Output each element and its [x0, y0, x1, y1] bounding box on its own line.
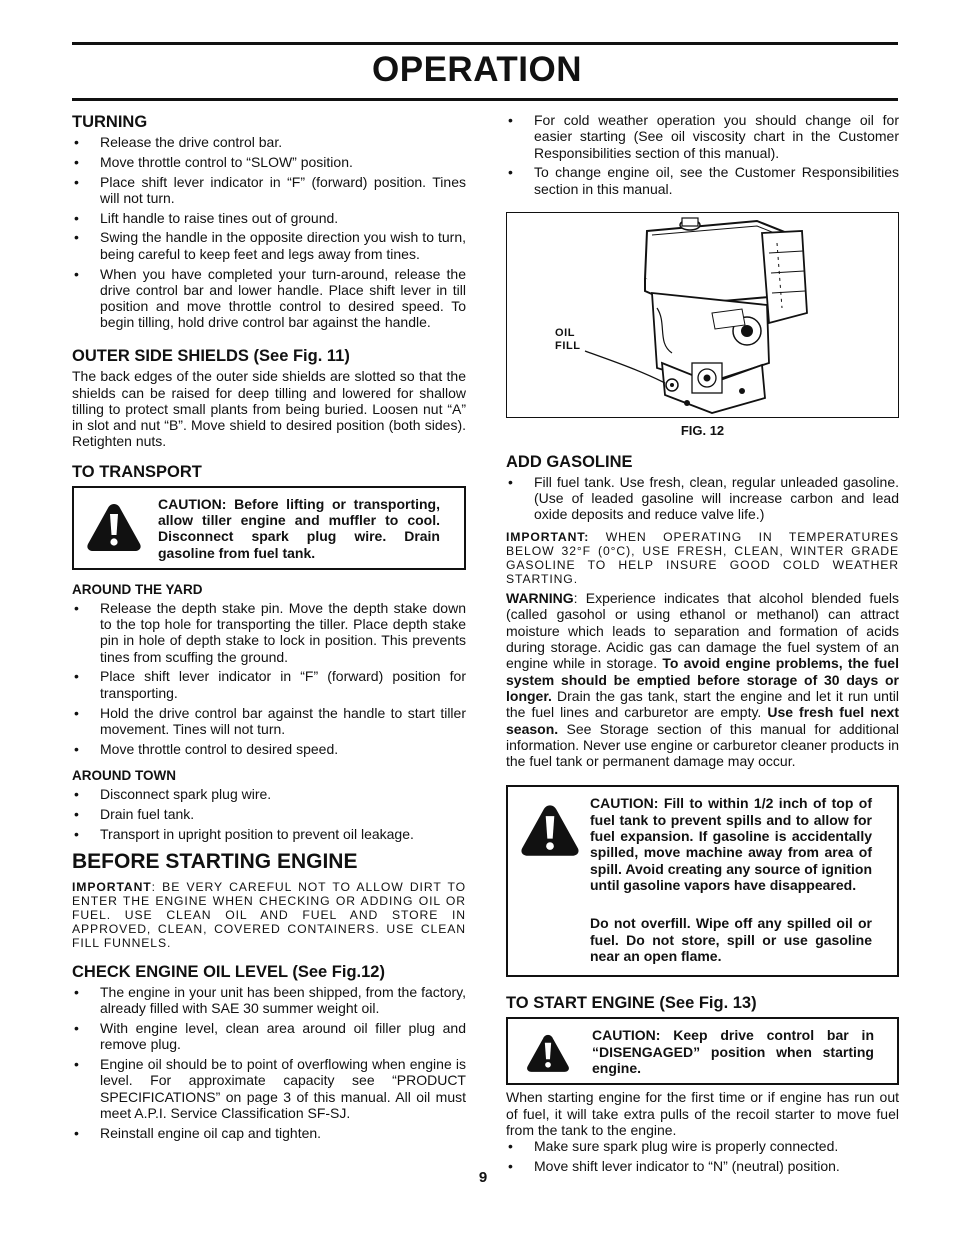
- warning-label: WARNING: [506, 590, 574, 607]
- important-body: : BE VERY CAREFUL NOT TO ALLOW DIRT TO ENTER THE ENGINE WHEN CHECKING OR ADDING OIL OR FUEL. USE CLEAN OIL AND FUEL AND STORE IN APPROVED, CLEAN, COVERED CONTAINERS. USE CLEAN FILL FUNNELS.: [72, 879, 466, 950]
- list-item: • Move throttle control to “SLOW” position.: [72, 154, 466, 170]
- page-number: 9: [478, 1169, 488, 1186]
- list-item: • When you have completed your turn-around, release the drive control bar and lower handle. Place shift lever in till position and move throttle control to desired speed. To begin tilling, hold drive control bar against the handle.: [72, 266, 466, 331]
- start-caution-box: [506, 1017, 899, 1085]
- list-item: • The engine in your unit has been shipped, from the factory, already filled with SAE 30 summer weight oil.: [72, 984, 466, 1017]
- town-list: [72, 786, 466, 842]
- oil-list: [72, 984, 466, 1141]
- transport-caution-box: [72, 486, 466, 570]
- list-item: • For cold weather operation you should change oil for easier starting (See oil viscosity chart in the Customer Responsibilities section of this manual).: [506, 112, 899, 161]
- list-item: • With engine level, clean area around oil filler plug and remove plug.: [72, 1020, 466, 1053]
- shields-heading: OUTER SIDE SHIELDS (See Fig. 11): [72, 347, 350, 366]
- important-label: IMPORTANT:: [506, 530, 590, 545]
- turning-list: [72, 134, 466, 331]
- warning-body: : Experience indicates that alcohol blended fuels (called gasohol or using ethanol or methanol) can attract moisture which leads to separation and formation of acids during storage. Acidic gas can damage the fuel system of an engine while in storage.: [506, 590, 899, 672]
- shields-text: The back edges of the outer side shields are slotted so that the shields can be raised for deep tilling and lowered for shallow tilling to protect small plants from being buried. Loosen nut “A” in slot and nut “B”. Move shield to desired position (both sides). Retighten nuts.: [72, 368, 466, 450]
- start-engine-heading: TO START ENGINE (See Fig. 13): [506, 994, 757, 1013]
- list-item: • Reinstall engine oil cap and tighten.: [72, 1125, 466, 1141]
- list-item: • Hold the drive control bar against the handle to start tiller movement. Tines will not turn.: [72, 705, 466, 738]
- list-item: • To change engine oil, see the Customer Responsibilities section in this manual.: [506, 164, 899, 197]
- fuel-caution-text-2: Do not overfill. Wipe off any spilled oil or fuel. Do not store, spill or use gasoline near an open flame.: [590, 915, 872, 965]
- figure-12: [506, 212, 899, 418]
- important-label: IMPORTANT: [72, 879, 152, 894]
- transport-caution-text: CAUTION: Before lifting or transporting, allow tiller engine and muffler to cool. Disconnect spark plug wire. Drain gasoline from fuel tank.: [158, 495, 440, 561]
- before-important-text: [72, 880, 466, 950]
- list-item: • Release the drive control bar.: [72, 134, 466, 150]
- warning-icon: [86, 502, 142, 552]
- warning-body: Drain the gas tank, start the engine and let it run until the fuel lines and carburetor are empty.: [506, 687, 899, 721]
- list-item: • Swing the handle in the opposite direction you wish to turn, being careful to keep feet and legs away from tines.: [72, 229, 466, 262]
- gasoline-heading: ADD GASOLINE: [506, 452, 633, 471]
- gasoline-warning-text: [506, 590, 899, 769]
- oil-continued-list: [506, 112, 899, 197]
- yard-list: [72, 600, 466, 757]
- gasoline-important-text: [506, 530, 899, 586]
- gasoline-list: [506, 474, 899, 523]
- list-item: • Place shift lever indicator in “F” (forward) position. Tines will not turn.: [72, 174, 466, 207]
- around-yard-heading: AROUND THE YARD: [72, 581, 203, 597]
- around-town-heading: AROUND TOWN: [72, 768, 176, 784]
- list-item: • Place shift lever indicator in “F” (forward) position for transporting.: [72, 668, 466, 701]
- transport-heading: TO TRANSPORT: [72, 462, 202, 481]
- left-column: [72, 112, 466, 1144]
- list-item: • Lift handle to raise tines out of ground.: [72, 210, 466, 226]
- title-rule: [72, 98, 898, 101]
- fuel-caution-text: CAUTION: Fill to within 1/2 inch of top of fuel tank to prevent spills and to allow for fuel expansion. If gasoline is accidentally spilled, move machine away from area of spill. Avoid creating any source of ignition until gasoline vapors have disappeared.: [590, 795, 872, 893]
- engine-illustration: [507, 213, 897, 416]
- top-rule: [72, 42, 898, 45]
- start-text: When starting engine for the first time or if engine has run out of fuel, it will take extra pulls of the recoil starter to move fuel from the tank to the engine.: [506, 1089, 899, 1139]
- warning-emphasis: To avoid engine problems, the fuel system should be emptied before storage of 30 days or longer.: [506, 655, 899, 704]
- warning-body: See Storage section of this manual for additional information. Never use engine or carburetor cleaner products in the fuel tank or permanent damage may occur.: [506, 720, 899, 770]
- turning-heading: TURNING: [72, 113, 148, 131]
- figure-caption: FIG. 12: [680, 423, 725, 439]
- list-item: • Move shift lever indicator to “N” (neutral) position.: [506, 1158, 899, 1174]
- oil-fill-label: [555, 327, 581, 353]
- before-starting-heading: BEFORE STARTING ENGINE: [72, 849, 358, 873]
- list-item: • Disconnect spark plug wire.: [72, 786, 466, 802]
- list-item: • Release the depth stake pin. Move the depth stake down to the top hole for transporting the tiller. Place depth stake pin in hole of depth stake to lock in position. This prevents tines from scuffing the ground.: [72, 600, 466, 665]
- oil-label: OIL: [555, 327, 576, 340]
- oil-heading: CHECK ENGINE OIL LEVEL (See Fig.12): [72, 962, 385, 981]
- fill-label: FILL: [555, 340, 581, 353]
- list-item: • Make sure spark plug wire is properly connected.: [506, 1138, 899, 1154]
- fuel-caution-box: [506, 785, 899, 977]
- list-item: • Drain fuel tank.: [72, 806, 466, 822]
- list-item: • Transport in upright position to prevent oil leakage.: [72, 826, 466, 842]
- warning-emphasis: Use fresh fuel next season.: [506, 704, 899, 737]
- warning-icon: [520, 803, 580, 857]
- list-item: • Engine oil should be to point of overflowing when engine is level. For approximate capacity see “PRODUCT SPECIFICATIONS” on page 3 of this manual. All oil must meet A.P.I. Service Classification SF-SJ.: [72, 1056, 466, 1121]
- warning-icon: [526, 1033, 570, 1073]
- page-title: OPERATION: [372, 50, 582, 89]
- important-body: WHEN OPERATING IN TEMPERATURES BELOW 32°F (0°C), USE FRESH, CLEAN, WINTER GRADE GASOLINE TO HELP INSURE GOOD COLD WEATHER STARTING.: [506, 530, 899, 587]
- start-caution-text: CAUTION: Keep drive control bar in “DISENGAGED” position when starting engine.: [592, 1027, 874, 1077]
- right-column: [506, 112, 899, 1178]
- list-item: • Fill fuel tank. Use fresh, clean, regular unleaded gasoline. (Use of leaded gasoline will increase carbon and lead oxide deposits and reduce valve life.): [506, 474, 899, 523]
- list-item: • Move throttle control to desired speed.: [72, 741, 466, 757]
